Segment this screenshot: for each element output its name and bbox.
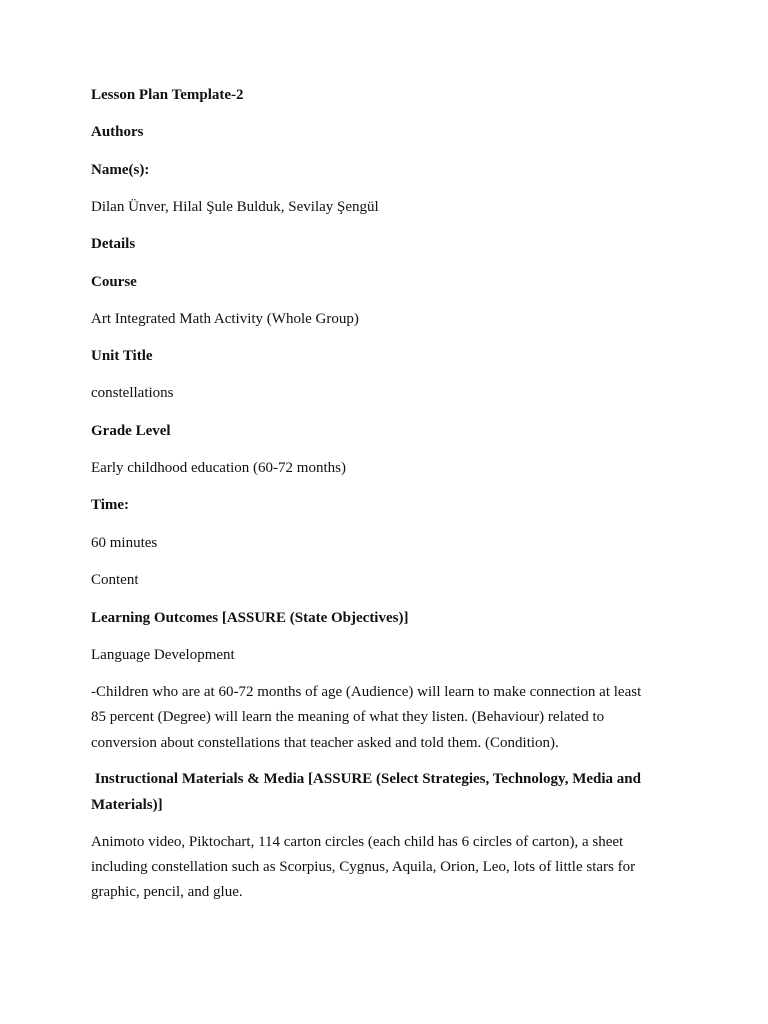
- objective-line: 85 percent (Degree) will learn the meaning of what they listen. (Behaviour) related to: [91, 709, 605, 725]
- language-development-label: Language Development: [91, 647, 235, 663]
- materials-heading: Materials)]: [91, 797, 163, 813]
- learning-outcomes-heading: Learning Outcomes [ASSURE (State Objectives)]: [91, 610, 409, 626]
- content-label: Content: [91, 572, 139, 588]
- names-label: Name(s):: [91, 162, 150, 178]
- names-value: Dilan Ünver, Hilal Şule Bulduk, Sevilay Şengül: [91, 199, 379, 215]
- course-value: Art Integrated Math Activity (Whole Group): [91, 311, 359, 327]
- materials-line: graphic, pencil, and glue.: [91, 884, 243, 900]
- document-title: Lesson Plan Template-2: [91, 87, 244, 103]
- materials-heading: Instructional Materials & Media [ASSURE (Select Strategies, Technology, Media and: [91, 771, 641, 787]
- materials-line: including constellation such as Scorpius, Cygnus, Aquila, Orion, Leo, lots of little stars for: [91, 859, 636, 875]
- unit-title-label: Unit Title: [91, 348, 153, 364]
- grade-level-label: Grade Level: [91, 423, 171, 439]
- time-value: 60 minutes: [91, 535, 158, 551]
- objective-line: conversion about constellations that teacher asked and told them. (Condition).: [91, 735, 559, 751]
- unit-title-value: constellations: [91, 385, 174, 401]
- materials-line: Animoto video, Piktochart, 114 carton circles (each child has 6 circles of carton), a sheet: [91, 834, 624, 850]
- time-label: Time:: [91, 497, 130, 513]
- details-heading: Details: [91, 236, 136, 252]
- authors-heading: Authors: [91, 124, 144, 140]
- course-label: Course: [91, 274, 137, 290]
- objective-line: -Children who are at 60-72 months of age (Audience) will learn to make connection at least: [91, 684, 642, 700]
- grade-level-value: Early childhood education (60-72 months): [91, 460, 346, 476]
